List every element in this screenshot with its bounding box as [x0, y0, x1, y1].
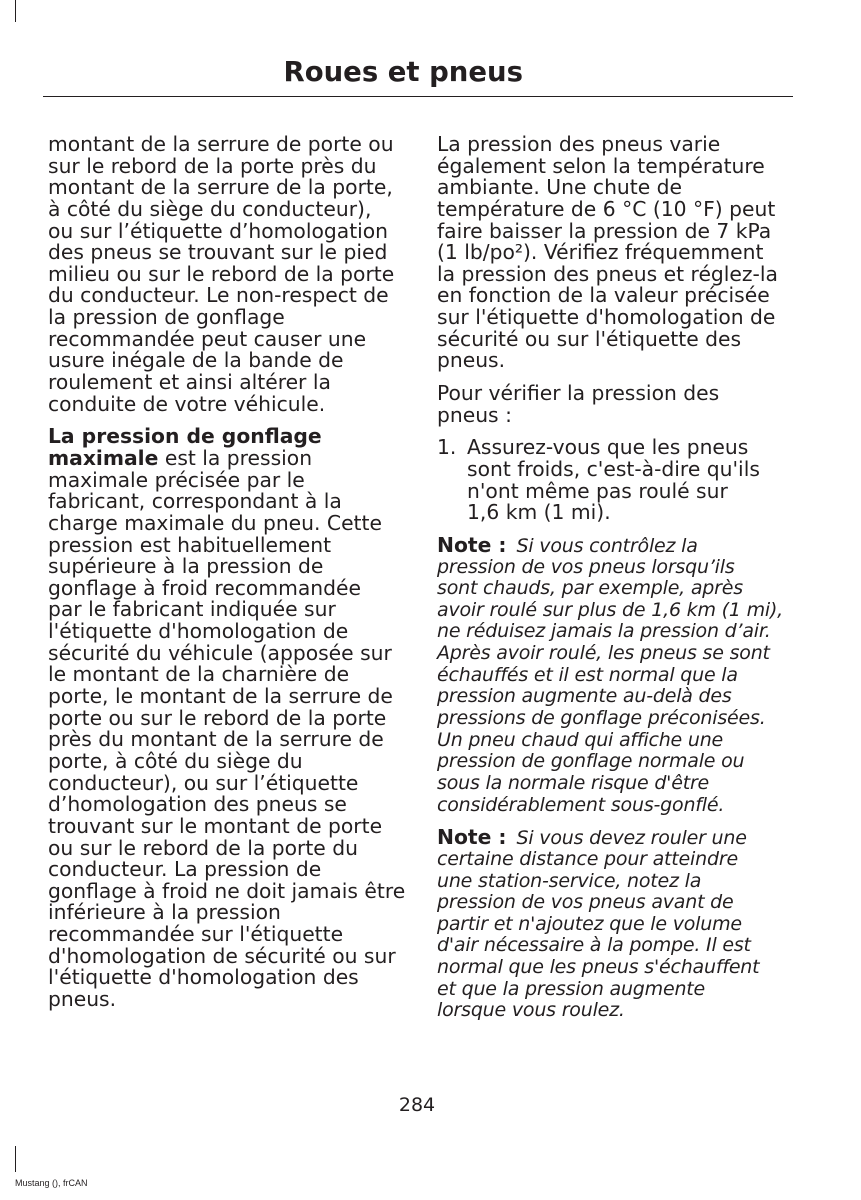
- text-line: sur l'étiquette d'homologation de: [437, 305, 776, 330]
- text-line: gonflage à froid recommandée: [48, 575, 361, 600]
- text-line: d'homologation de sécurité ou sur: [48, 943, 396, 968]
- text-line: pneus.: [437, 348, 506, 373]
- text-line: ou sur l’étiquette d’homologation: [48, 218, 389, 243]
- paragraph-check-intro: [437, 383, 797, 426]
- text-line: du conducteur. Le non-respect de: [48, 283, 389, 308]
- text-line: La pression des pneus varie: [437, 132, 721, 156]
- note-text: pressions de gonflage préconisées.: [437, 707, 766, 730]
- note-text: et que la pression augmente: [437, 977, 706, 1000]
- text-line: le montant de la charnière de: [48, 662, 350, 687]
- right-column: [437, 134, 797, 1033]
- text-line: charge maximale du pneu. Cette: [48, 510, 382, 535]
- text-line: sont froids, c'est-à-dire qu'ils: [467, 456, 760, 481]
- bold-term: La pression de gonflage: [48, 424, 322, 449]
- note-text: Si vous contrôlez la: [516, 534, 698, 557]
- text-line: conducteur), ou sur l’étiquette: [48, 770, 359, 795]
- list-item: [437, 437, 797, 524]
- text-line: température de 6 °C (10 °F) peut: [437, 196, 776, 221]
- note-text: ne réduisez jamais la pression d’air.: [437, 620, 771, 643]
- note-text: pression augmente au-delà des: [437, 685, 732, 708]
- text-line: l'étiquette d'homologation de: [48, 619, 349, 644]
- note-text: une station-service, notez la: [437, 869, 702, 892]
- text-line: milieu ou sur le rebord de la porte: [48, 261, 395, 286]
- text-line: l'étiquette d'homologation des: [48, 965, 359, 990]
- text-line: par le fabricant indiquée sur: [48, 597, 336, 622]
- crop-mark-bottom-left: [15, 1146, 16, 1172]
- note-text: pression de vos pneus lorsqu’ils: [437, 555, 735, 578]
- note-text: Après avoir roulé, les pneus se sont: [437, 642, 770, 665]
- text-line: porte ou sur le rebord de la porte: [48, 705, 387, 730]
- left-column: [48, 134, 408, 1022]
- text-line: recommandée peut causer une: [48, 326, 367, 351]
- text-line: [437, 532, 797, 557]
- text-line: usure inégale de la bande de: [48, 348, 344, 373]
- text-line: montant de la serrure de porte ou: [48, 132, 394, 156]
- crop-mark-top-left: [15, 0, 16, 22]
- text-line: fabricant, correspondant à la: [48, 489, 342, 514]
- paragraph-seat-belt-location: [48, 134, 408, 415]
- text-line: conduite de votre véhicule.: [48, 391, 326, 416]
- note-label: Note :: [437, 532, 507, 557]
- text-line: Pour vérifier la pression des: [437, 381, 720, 406]
- note-text: Si vous devez rouler une: [516, 827, 747, 850]
- note-text: Un pneu chaud qui affiche une: [437, 728, 724, 751]
- text-line: près du montant de la serrure de: [48, 727, 384, 752]
- text-line: roulement et ainsi altérer la: [48, 370, 331, 395]
- text-line: en fonction de la valeur précisée: [437, 283, 770, 308]
- page-title: Roues et pneus: [283, 56, 523, 88]
- page-number: 284: [398, 1094, 436, 1116]
- text-line: pression est habituellement: [48, 532, 332, 557]
- text-line: 1,6 km (1 mi).: [467, 500, 611, 525]
- note-text: sont chauds, par exemple, après: [437, 577, 743, 600]
- text-line: Assurez-vous que les pneus: [467, 435, 749, 460]
- text-line: des pneus se trouvant sur le pied: [48, 240, 388, 265]
- text-line: [48, 445, 408, 470]
- text-line: ou sur le rebord de la porte du: [48, 835, 358, 860]
- text-line: faire baisser la pression de 7 kPa: [437, 218, 772, 243]
- text-line: à côté du siège du conducteur),: [48, 196, 372, 221]
- note-text: lorsque vous roulez.: [437, 999, 625, 1022]
- paragraph-temperature: [437, 134, 797, 372]
- note-text: sous la normale risque d'être: [437, 771, 710, 794]
- text-line: la pression des pneus et réglez-la: [437, 261, 778, 286]
- note-service-station: [437, 827, 797, 1022]
- list-number: 1.: [437, 435, 457, 460]
- text-line: inférieure à la pression: [48, 900, 281, 925]
- text-line: porte, à côté du siège du: [48, 748, 303, 773]
- note-text: d'air nécessaire à la pompe. Il est: [437, 934, 751, 957]
- bold-term: maximale: [48, 445, 159, 470]
- text-span: est la pression: [158, 445, 313, 470]
- note-text: avoir roulé sur plus de 1,6 km (1 mi),: [437, 598, 784, 621]
- text-line: ambiante. Une chute de: [437, 175, 683, 200]
- text-line: pneus.: [48, 986, 117, 1011]
- header-divider: [43, 96, 793, 97]
- text-line: sécurité du véhicule (apposée sur: [48, 640, 392, 665]
- note-label: Note :: [437, 825, 507, 850]
- text-line: maximale précisée par le: [48, 467, 305, 492]
- text-line: porte, le montant de la serrure de: [48, 684, 393, 709]
- text-line: conducteur. La pression de: [48, 857, 322, 882]
- note-text: échauffés et il est normal que la: [437, 663, 738, 686]
- text-line: supérieure à la pression de: [48, 554, 324, 579]
- text-line: pneus :: [437, 402, 512, 427]
- note-hot-tires: [437, 532, 797, 816]
- text-line: sur le rebord de la porte près du: [48, 153, 377, 178]
- text-line: d’homologation des pneus se: [48, 792, 347, 817]
- text-line: la pression de gonflage: [48, 305, 285, 330]
- note-text: partir et n'ajoutez que le volume: [437, 912, 742, 935]
- text-line: trouvant sur le montant de porte: [48, 813, 383, 838]
- note-text: pression de vos pneus avant de: [437, 891, 734, 914]
- text-line: sécurité ou sur l'étiquette des: [437, 326, 742, 351]
- text-line: recommandée sur l'étiquette: [48, 922, 344, 947]
- note-text: normal que les pneus s'échauffent: [437, 956, 760, 979]
- text-line: n'ont même pas roulé sur: [467, 478, 728, 503]
- note-text: pression de gonflage normale ou: [437, 750, 745, 773]
- footer-doc-id: Mustang (), frCAN: [15, 1178, 88, 1188]
- paragraph-max-pressure: [48, 426, 408, 1010]
- note-text: certaine distance pour atteindre: [437, 847, 738, 870]
- text-line: [437, 827, 797, 849]
- note-text: considérablement sous-gonflé.: [437, 793, 725, 816]
- text-line: gonflage à froid ne doit jamais être: [48, 878, 406, 903]
- text-line: également selon la température: [437, 153, 765, 178]
- text-line: montant de la serrure de la porte,: [48, 175, 393, 200]
- text-line: (1 lb/po²). Vérifiez fréquemment: [437, 240, 764, 265]
